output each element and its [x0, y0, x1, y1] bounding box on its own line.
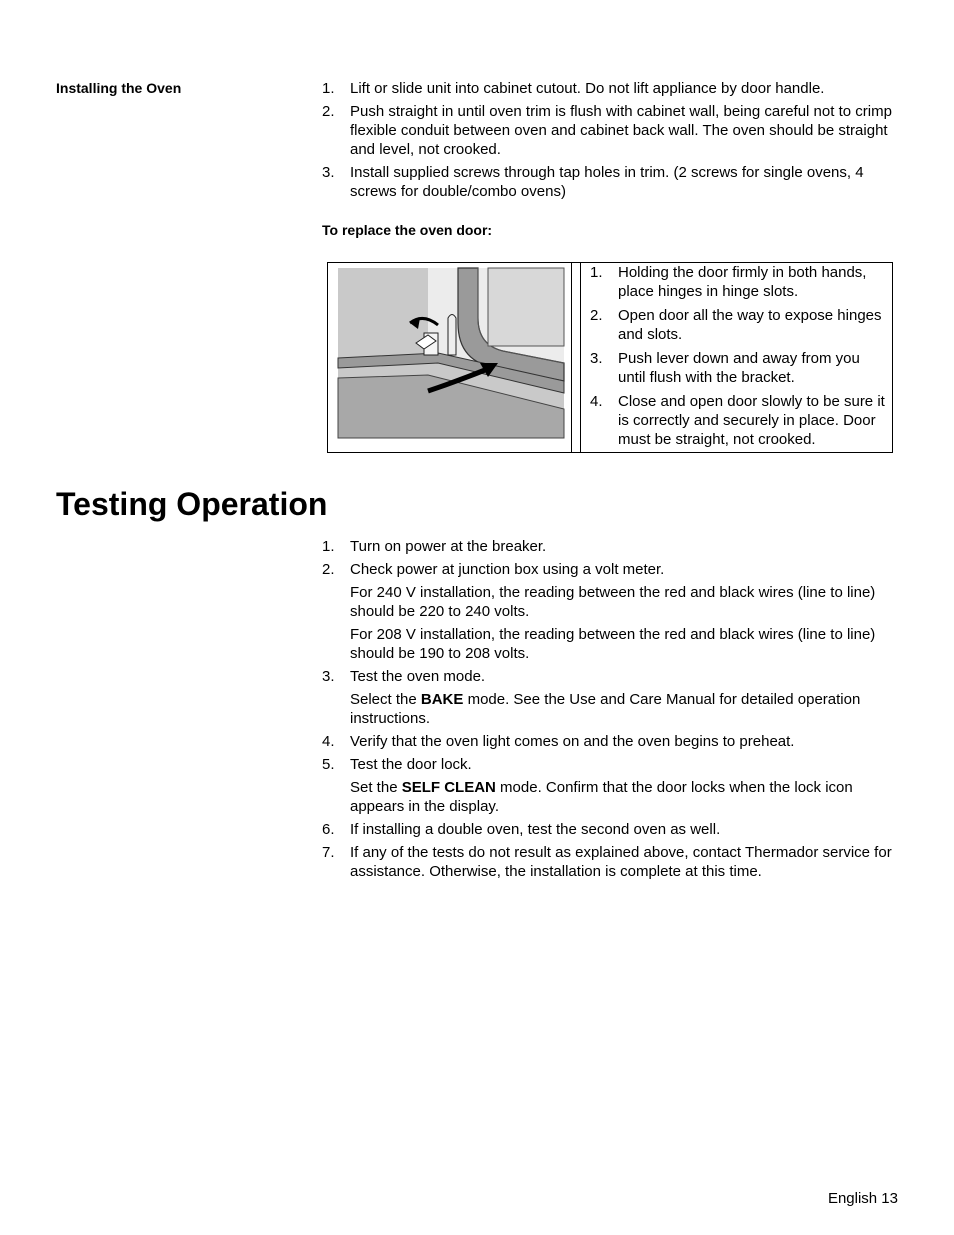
step-text: Test the oven mode. [350, 668, 486, 685]
detail-text: mode. See the Use and Care Manual for detailed operation instructions. [350, 691, 861, 727]
step-number: 7. [322, 844, 335, 861]
step-detail: For 240 V installation, the reading between the red and black wires (line to line) should be 220 to 240 volts. [350, 584, 876, 620]
detail-text: Set the [350, 779, 402, 796]
replace-door-heading: To replace the oven door: [322, 222, 493, 238]
step-text: Open door all the way to expose hinges and slots. [618, 307, 882, 343]
list-item [322, 537, 898, 556]
list-item [322, 732, 898, 751]
step-text: Push straight in until oven trim is flush with cabinet wall, being careful not to crimp flexible conduit between oven and cabinet back wall. The oven should be straight and level, not crooked. [350, 103, 892, 158]
step-text: Lift or slide unit into cabinet cutout. Do not lift appliance by door handle. [350, 80, 825, 97]
list-item [322, 820, 898, 839]
detail-text: mode. Confirm that the door locks when the lock icon appears in the display. [350, 779, 853, 815]
install-steps-list [322, 79, 898, 205]
door-instruction-table [327, 262, 893, 453]
step-text: Turn on power at the breaker. [350, 538, 547, 555]
step-number: 2. [590, 307, 603, 324]
mode-name: SELF CLEAN [401, 779, 496, 796]
replace-door-steps-list [590, 263, 890, 454]
list-item [322, 163, 898, 201]
step-number: 2. [322, 103, 335, 120]
step-number: 3. [322, 164, 335, 181]
page-footer: English 13 [827, 1190, 898, 1207]
list-item [590, 306, 890, 344]
list-item [590, 349, 890, 387]
step-text: Push lever down and away from you until flush with the bracket. [618, 350, 860, 386]
list-item [590, 263, 890, 301]
step-number: 1. [590, 264, 603, 281]
step-detail: For 208 V installation, the reading between the red and black wires (line to line) should be 190 to 208 volts. [350, 626, 876, 662]
step-number: 2. [322, 561, 335, 578]
step-text: Check power at junction box using a volt meter. [350, 561, 665, 578]
step-detail [350, 778, 898, 816]
list-item [322, 755, 898, 816]
step-number: 1. [322, 80, 335, 97]
list-item [322, 560, 898, 663]
list-item [590, 392, 890, 449]
list-item [322, 79, 898, 98]
step-text: Verify that the oven light comes on and the oven begins to preheat. [350, 733, 795, 750]
list-item [322, 667, 898, 728]
step-number: 3. [322, 668, 335, 685]
step-number: 1. [322, 538, 335, 555]
step-text: Holding the door firmly in both hands, place hinges in hinge slots. [618, 264, 867, 300]
step-number: 4. [590, 393, 603, 410]
door-hinge-illustration [328, 263, 572, 452]
step-detail [350, 690, 898, 728]
mode-name: BAKE [420, 691, 464, 708]
step-number: 4. [322, 733, 335, 750]
testing-steps-list [322, 537, 898, 885]
step-number: 3. [590, 350, 603, 367]
detail-text: Select the [350, 691, 421, 708]
step-text: Test the door lock. [350, 756, 472, 773]
step-text: Install supplied screws through tap holes in trim. (2 screws for single ovens, 4 screws for double/combo ovens) [350, 164, 864, 200]
step-number: 6. [322, 821, 335, 838]
step-number: 5. [322, 756, 335, 773]
installing-label: Installing the Oven [56, 80, 182, 96]
step-text: If any of the tests do not result as explained above, contact Thermador service for assistance. Otherwise, the installation is complete at this time. [350, 844, 892, 880]
table-divider [580, 263, 581, 452]
step-text: Close and open door slowly to be sure it is correctly and securely in place. Door must be straight, not crooked. [618, 393, 885, 448]
step-text: If installing a double oven, test the second oven as well. [350, 821, 721, 838]
section-title: Testing Operation [56, 486, 328, 522]
list-item [322, 102, 898, 159]
list-item [322, 843, 898, 881]
